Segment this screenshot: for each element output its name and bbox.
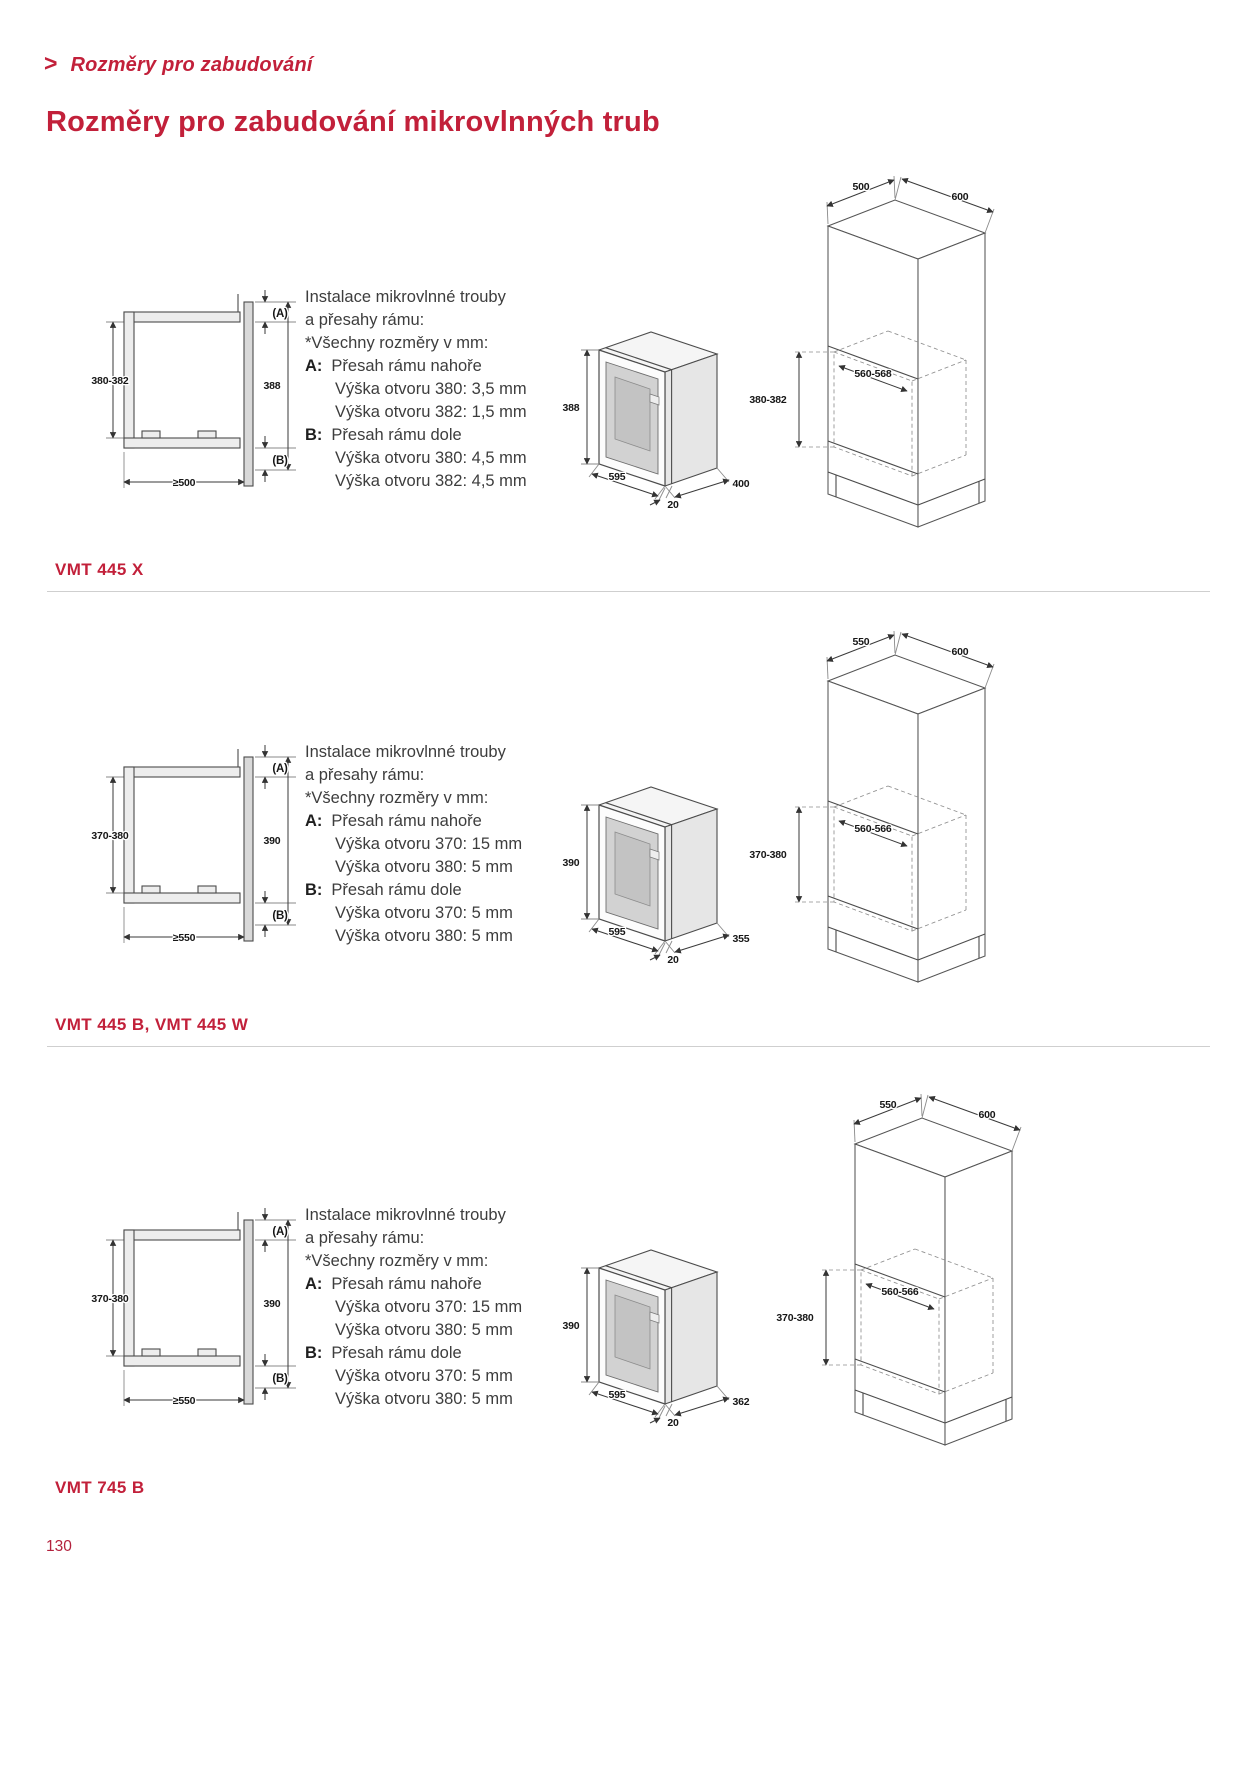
instr-line: Instalace mikrovlnné trouby [305,743,506,761]
item-a-label: A: [305,357,323,375]
instr-item-b [305,424,573,447]
dim-opening-height: 380-382 [91,375,129,387]
section-vmt-745-b [0,1088,1257,1518]
breadcrumb [44,52,313,77]
dim-cabinet-depth: 600 [978,1109,996,1121]
breadcrumb-label: Rozměry pro zabudování [70,54,313,76]
item-a-title: Přesah rámu nahoře [331,357,482,375]
dim-niche-width: 560-568 [854,368,892,380]
dim-cabinet-width: 550 [879,1099,897,1111]
model-label: VMT 445 B, VMT 445 W [55,1015,249,1034]
instr-line: *Všechny rozměry v mm: [305,789,489,807]
page-title: Rozměry pro zabudování mikrovlnných trub [46,106,660,138]
item-b-title: Přesah rámu dole [331,1344,462,1362]
instr-line: a přesahy rámu: [305,1229,425,1247]
instr-item-b [305,1342,573,1365]
dim-oven-depth: 355 [732,933,750,945]
instr-line: a přesahy rámu: [305,766,425,784]
cabinet-diagram-wrap [732,625,1035,1025]
cabinet-3d-diagram [762,1088,1062,1488]
dim-oven-frame: 20 [667,1417,679,1429]
dim-oven-frame: 20 [667,499,679,511]
instr-value: Výška otvoru 380: 3,5 mm [335,380,527,398]
dim-cabinet-depth: 600 [951,191,969,203]
dim-oven-depth: 362 [732,1396,750,1408]
instr-value: Výška otvoru 370: 15 mm [335,1298,523,1316]
item-b-title: Přesah rámu dole [331,881,462,899]
instr-value: Výška otvoru 370: 5 mm [335,1367,513,1385]
instr-line: *Všechny rozměry v mm: [305,1252,489,1270]
installation-notes [305,1204,573,1411]
dim-oven-width: 595 [608,1389,626,1401]
dim-opening-height: 370-380 [91,830,129,842]
item-b-label: B: [305,426,323,444]
instr-value: Výška otvoru 382: 1,5 mm [335,403,527,421]
instr-value: Výška otvoru 380: 5 mm [335,858,513,876]
installation-notes [305,741,573,948]
item-b-title: Přesah rámu dole [331,426,462,444]
item-a-label: A: [305,812,323,830]
instr-value: Výška otvoru 380: 5 mm [335,927,513,945]
instr-item-b [305,879,573,902]
dim-oven-height: 388 [562,402,580,414]
dim-overhang-bottom: (B) [272,1373,288,1385]
cabinet-3d-diagram [732,625,1035,1025]
cross-section-diagram [72,288,307,498]
dim-overall-height: 390 [263,1298,281,1310]
instr-value: Výška otvoru 380: 4,5 mm [335,449,527,467]
cross-section-diagram [72,1206,307,1416]
item-a-title: Přesah rámu nahoře [331,812,482,830]
instr-value: Výška otvoru 370: 15 mm [335,835,523,853]
dim-overhang-top: (A) [272,1226,288,1238]
section-vmt-445-b-w [0,625,1257,1055]
item-a-label: A: [305,1275,323,1293]
page-number: 130 [46,1538,72,1555]
dim-niche-width: 560-566 [854,823,892,835]
dim-niche-height: 370-380 [749,849,787,861]
dim-oven-depth: 400 [732,478,750,490]
section-divider [47,591,1210,592]
dim-overall-height: 390 [263,835,281,847]
dim-cabinet-depth: 600 [951,646,969,658]
dim-oven-height: 390 [562,857,580,869]
section-divider [47,1046,1210,1047]
chevron-right-icon: > [44,50,58,76]
dim-niche-height: 380-382 [749,394,787,406]
cabinet-3d-diagram [732,170,1035,570]
microwave-3d-diagram [555,330,760,510]
dim-min-width: ≥550 [172,1395,196,1407]
dim-min-width: ≥550 [172,932,196,944]
dim-cabinet-width: 500 [852,181,870,193]
instr-item-a [305,355,573,378]
dim-niche-width: 560-566 [881,1286,919,1298]
dim-cabinet-width: 550 [852,636,870,648]
section-vmt-445-x [0,170,1257,600]
dim-overall-height: 388 [263,380,281,392]
cross-section-diagram [72,743,307,953]
instr-value: Výška otvoru 370: 5 mm [335,904,513,922]
instr-value: Výška otvoru 380: 5 mm [335,1321,513,1339]
item-b-label: B: [305,1344,323,1362]
item-b-label: B: [305,881,323,899]
instr-line: Instalace mikrovlnné trouby [305,1206,506,1224]
dim-overhang-bottom: (B) [272,910,288,922]
item-a-title: Přesah rámu nahoře [331,1275,482,1293]
instr-line: *Všechny rozměry v mm: [305,334,489,352]
cabinet-diagram-wrap [762,1088,1062,1488]
instr-item-a [305,810,573,833]
instr-line: a přesahy rámu: [305,311,425,329]
instr-value: Výška otvoru 382: 4,5 mm [335,472,527,490]
dim-opening-height: 370-380 [91,1293,129,1305]
instr-item-a [305,1273,573,1296]
dim-niche-height: 370-380 [776,1312,814,1324]
instr-value: Výška otvoru 380: 5 mm [335,1390,513,1408]
dim-overhang-top: (A) [272,763,288,775]
dim-oven-width: 595 [608,471,626,483]
microwave-3d-diagram [555,1248,760,1428]
dim-oven-frame: 20 [667,954,679,966]
cabinet-diagram-wrap [732,170,1035,570]
dim-overhang-top: (A) [272,308,288,320]
dim-overhang-bottom: (B) [272,455,288,467]
instr-line: Instalace mikrovlnné trouby [305,288,506,306]
dim-oven-height: 390 [562,1320,580,1332]
microwave-3d-diagram [555,785,760,965]
installation-notes [305,286,573,493]
dim-min-width: ≥500 [172,477,196,489]
model-label: VMT 745 B [55,1478,145,1497]
dim-oven-width: 595 [608,926,626,938]
model-label: VMT 445 X [55,560,144,579]
